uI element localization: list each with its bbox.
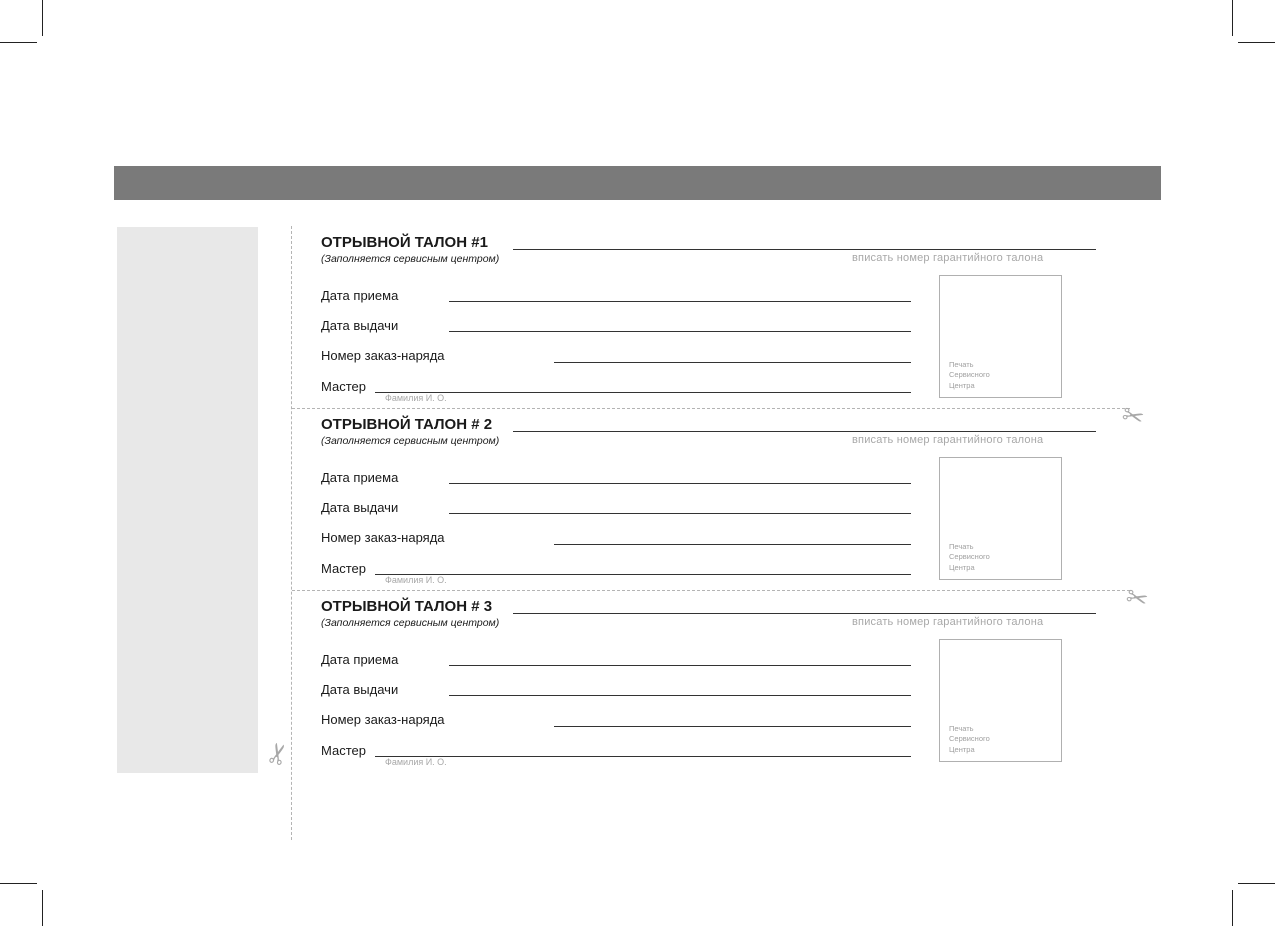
warranty-number-line[interactable] <box>513 431 1096 432</box>
warranty-number-line[interactable] <box>513 249 1096 250</box>
coupon-2 <box>0 409 1275 591</box>
order-number-line[interactable] <box>554 362 911 363</box>
date-issued-line[interactable] <box>449 513 911 514</box>
order-number-line[interactable] <box>554 726 911 727</box>
warranty-number-line[interactable] <box>513 613 1096 614</box>
stamp-label <box>949 360 990 392</box>
crop-mark-top-left-v <box>42 0 43 36</box>
stamp-label <box>949 724 990 756</box>
coupon-subtitle: (Заполняется сервисным центром) <box>321 617 500 629</box>
date-received-line[interactable] <box>449 301 911 302</box>
stamp-label <box>949 542 990 574</box>
date-received-label: Дата приема <box>321 652 399 667</box>
master-hint: Фамилия И. О. <box>385 393 447 403</box>
order-number-label: Номер заказ-наряда <box>321 530 445 545</box>
date-issued-label: Дата выдачи <box>321 682 399 697</box>
warranty-number-hint: вписать номер гарантийного талона <box>852 252 1044 264</box>
master-label: Мастер <box>321 379 366 394</box>
coupon-1 <box>0 227 1275 409</box>
crop-mark-top-right-h <box>1238 42 1275 43</box>
stamp-box <box>939 639 1062 762</box>
master-label: Мастер <box>321 561 366 576</box>
coupon-subtitle: (Заполняется сервисным центром) <box>321 253 500 265</box>
coupon-subtitle: (Заполняется сервисным центром) <box>321 435 500 447</box>
master-label: Мастер <box>321 743 366 758</box>
stamp-text-line: Печать <box>949 541 974 551</box>
date-issued-label: Дата выдачи <box>321 318 399 333</box>
scissors-icon: ✂ <box>1122 581 1152 617</box>
stamp-text-line: Сервисного <box>949 552 990 561</box>
warranty-number-hint: вписать номер гарантийного талона <box>852 434 1044 446</box>
stamp-text-line: Центра <box>949 380 975 390</box>
date-received-line[interactable] <box>449 483 911 484</box>
stamp-box <box>939 457 1062 580</box>
master-line[interactable] <box>375 756 911 757</box>
coupon-title: ОТРЫВНОЙ ТАЛОН #1 <box>321 234 488 251</box>
coupon-3 <box>0 591 1275 773</box>
stamp-text-line: Сервисного <box>949 734 990 743</box>
crop-mark-top-left-h <box>0 42 37 43</box>
warranty-number-hint: вписать номер гарантийного талона <box>852 616 1044 628</box>
crop-mark-bottom-left-h <box>0 883 37 884</box>
date-received-label: Дата приема <box>321 470 399 485</box>
crop-mark-top-right-v <box>1232 0 1233 36</box>
master-hint: Фамилия И. О. <box>385 575 447 585</box>
master-hint: Фамилия И. О. <box>385 757 447 767</box>
date-received-label: Дата приема <box>321 288 399 303</box>
stamp-text-line: Сервисного <box>949 370 990 379</box>
stamp-text-line: Печать <box>949 359 974 369</box>
date-issued-line[interactable] <box>449 331 911 332</box>
header-bar <box>114 166 1161 200</box>
crop-mark-bottom-right-v <box>1232 890 1233 926</box>
stamp-box <box>939 275 1062 398</box>
scissors-icon: ✂ <box>259 738 298 770</box>
crop-mark-bottom-left-v <box>42 890 43 926</box>
master-line[interactable] <box>375 574 911 575</box>
date-issued-label: Дата выдачи <box>321 500 399 515</box>
master-line[interactable] <box>375 392 911 393</box>
stamp-text-line: Печать <box>949 723 974 733</box>
coupon-title: ОТРЫВНОЙ ТАЛОН # 2 <box>321 416 493 433</box>
order-number-line[interactable] <box>554 544 911 545</box>
crop-mark-bottom-right-h <box>1238 883 1275 884</box>
date-issued-line[interactable] <box>449 695 911 696</box>
order-number-label: Номер заказ-наряда <box>321 348 445 363</box>
order-number-label: Номер заказ-наряда <box>321 712 445 727</box>
coupon-title: ОТРЫВНОЙ ТАЛОН # 3 <box>321 598 493 615</box>
stamp-text-line: Центра <box>949 744 975 754</box>
scissors-icon: ✂ <box>1118 399 1148 435</box>
stamp-text-line: Центра <box>949 562 975 572</box>
date-received-line[interactable] <box>449 665 911 666</box>
